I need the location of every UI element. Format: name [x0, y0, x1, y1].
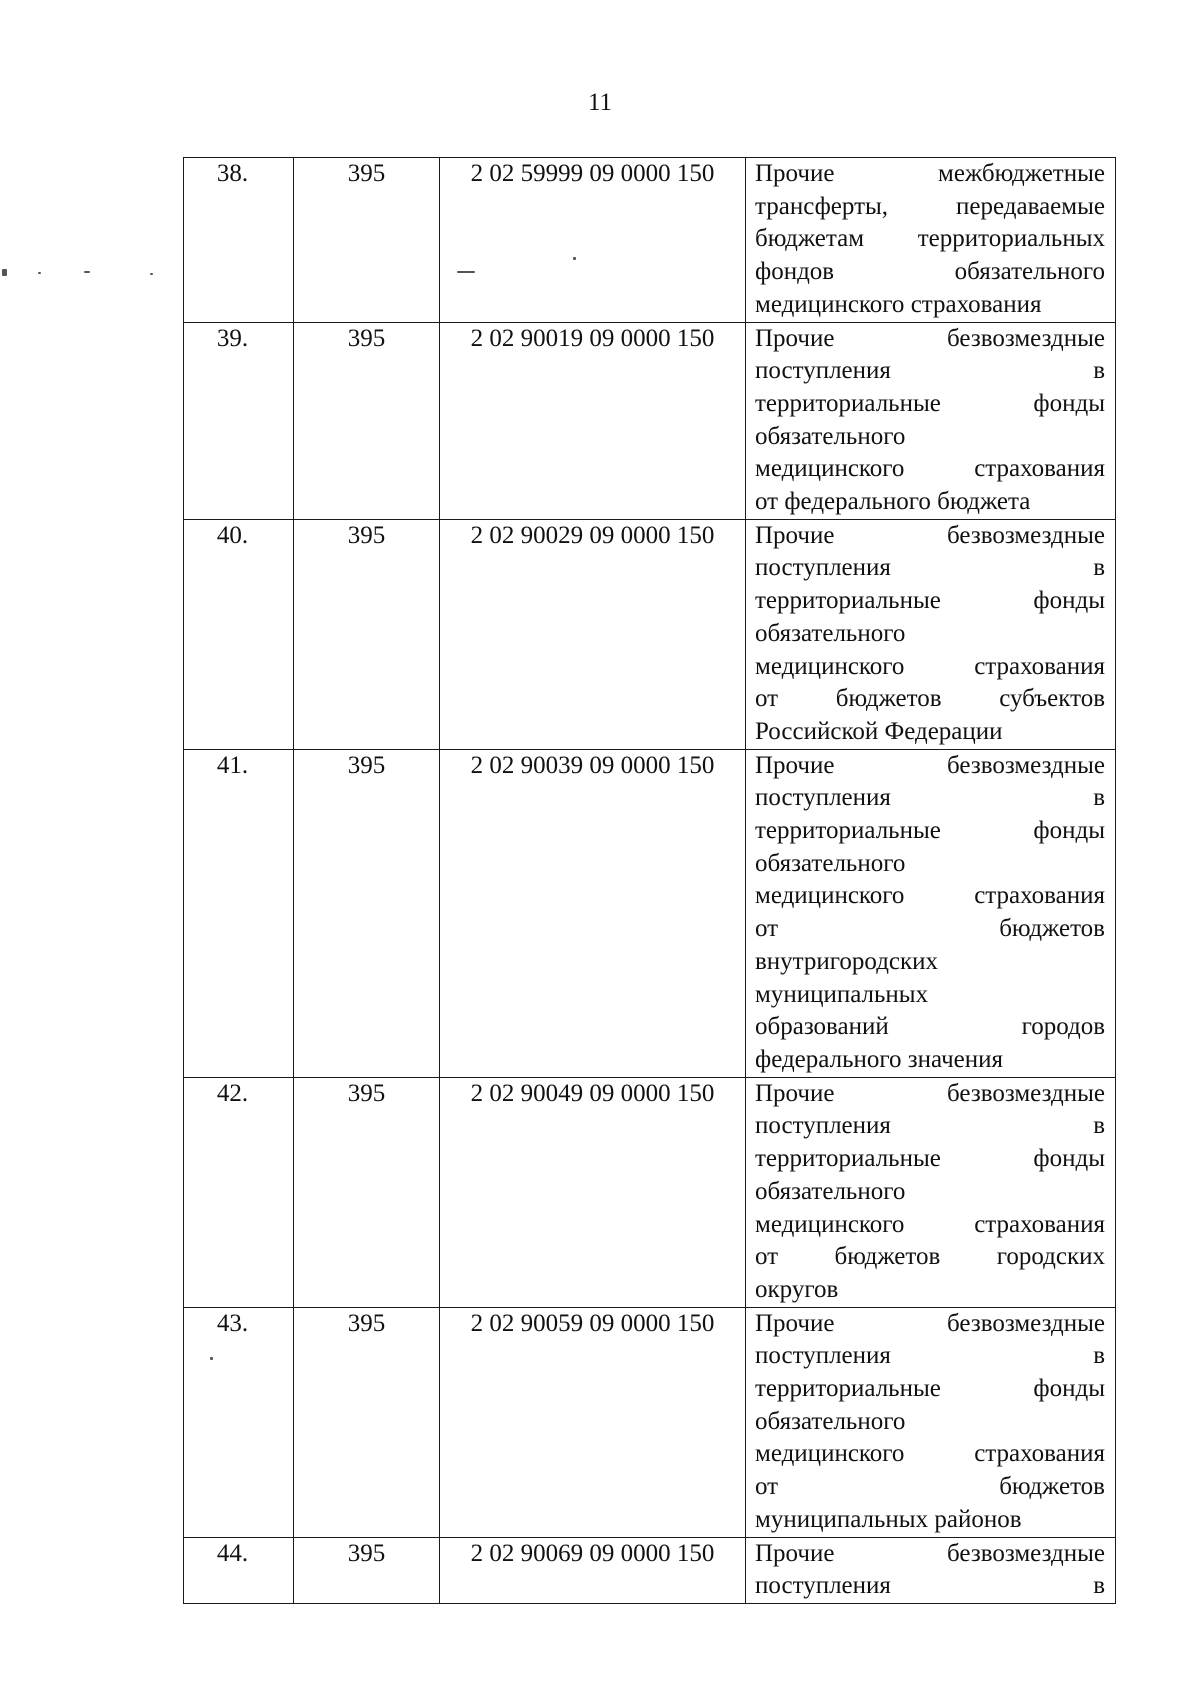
description-word: бюджетам	[755, 225, 865, 253]
budget-code-cell: 2 02 59999 09 0000 150	[440, 158, 746, 323]
description-word: поступления	[755, 1112, 891, 1140]
description-line	[755, 1044, 1105, 1077]
scan-artifact	[150, 273, 153, 275]
description-word: территориальные	[755, 587, 941, 615]
table-row	[184, 749, 1116, 1077]
description-line	[755, 223, 1105, 256]
description-word: городских	[996, 1243, 1105, 1271]
admin-code-cell: 395	[294, 1537, 440, 1603]
budget-code-cell: 2 02 90019 09 0000 150	[440, 322, 746, 519]
description-line	[755, 191, 1105, 224]
description-word: безвозмездные	[947, 521, 1105, 549]
budget-code-cell: 2 02 90039 09 0000 150	[440, 749, 746, 1077]
row-number-cell: 38.	[184, 158, 294, 323]
description-word: территориальных	[917, 225, 1105, 253]
admin-code-cell: 395	[294, 322, 440, 519]
table-row	[184, 322, 1116, 519]
description-line	[755, 1570, 1105, 1603]
description-line	[755, 1274, 1105, 1307]
description-line	[755, 979, 1105, 1012]
admin-code-cell: 395	[294, 519, 440, 749]
table-row	[184, 519, 1116, 749]
description-word: страхования	[974, 1440, 1105, 1468]
description-word: от	[755, 488, 779, 516]
description-word: в	[1093, 1572, 1105, 1600]
description-word: обязательного	[755, 1177, 906, 1205]
description-line	[755, 323, 1105, 356]
description-line	[755, 158, 1105, 191]
description-line	[755, 1241, 1105, 1274]
description-word: бюджетов	[999, 1473, 1105, 1501]
description-word: территориальные	[755, 1145, 941, 1173]
budget-code-cell: 2 02 90049 09 0000 150	[440, 1077, 746, 1307]
description-word: медицинского	[755, 1440, 905, 1468]
description-line	[755, 750, 1105, 783]
description-word: поступления	[755, 554, 891, 582]
description-line	[755, 585, 1105, 618]
description-word: территориальные	[755, 817, 941, 845]
scan-artifact	[38, 272, 41, 274]
budget-code-table	[183, 157, 1116, 1604]
description-line	[755, 1176, 1105, 1209]
description-word: внутригородских	[755, 947, 939, 975]
description-word: городов	[1021, 1013, 1105, 1041]
description-line	[755, 552, 1105, 585]
description-line	[755, 256, 1105, 289]
description-line	[755, 1143, 1105, 1176]
description-word: федерального	[755, 1045, 902, 1073]
description-line	[755, 1373, 1105, 1406]
description-word: страхования	[974, 1210, 1105, 1238]
description-line	[755, 1209, 1105, 1242]
description-word: безвозмездные	[947, 1309, 1105, 1337]
description-word: безвозмездные	[947, 1539, 1105, 1567]
description-word: в	[1093, 784, 1105, 812]
scan-artifact	[457, 271, 475, 273]
description-word: Прочие	[755, 1539, 835, 1567]
table-row	[184, 1307, 1116, 1537]
description-word: страхования	[910, 290, 1042, 318]
description-line	[755, 1308, 1105, 1341]
description-word: обязательного	[755, 1407, 906, 1435]
description-word: Прочие	[755, 1079, 835, 1107]
description-line	[755, 848, 1105, 881]
description-word: страхования	[974, 882, 1105, 910]
description-word: Российской	[755, 717, 879, 745]
description-line	[755, 453, 1105, 486]
description-word: муниципальных	[755, 1505, 929, 1533]
description-line	[755, 1504, 1105, 1537]
description-line	[755, 651, 1105, 684]
row-number-cell: 39.	[184, 322, 294, 519]
scan-artifact	[573, 257, 576, 260]
description-line	[755, 486, 1105, 519]
description-cell	[746, 1537, 1116, 1603]
description-word: бюджетов	[834, 1243, 941, 1271]
description-word: в	[1093, 357, 1105, 385]
row-number-cell: 40.	[184, 519, 294, 749]
description-word: фонды	[1033, 1145, 1105, 1173]
description-word: межбюджетные	[938, 160, 1105, 187]
page-number: 11	[587, 89, 613, 116]
description-word: федерального	[784, 488, 931, 516]
description-word: безвозмездные	[947, 324, 1105, 352]
description-word: территориальные	[755, 389, 941, 417]
description-line	[755, 618, 1105, 651]
row-number-cell: 43.	[184, 1307, 294, 1537]
description-word: обязательного	[755, 619, 906, 647]
description-word: медицинского	[755, 455, 905, 483]
scan-artifact	[84, 271, 90, 273]
description-word: фонды	[1033, 817, 1105, 845]
budget-code-cell: 2 02 90029 09 0000 150	[440, 519, 746, 749]
admin-code-cell: 395	[294, 1077, 440, 1307]
description-line	[755, 355, 1105, 388]
row-number-cell: 44.	[184, 1537, 294, 1603]
description-word: передаваемые	[956, 192, 1105, 220]
description-word: поступления	[755, 784, 891, 812]
description-word: Прочие	[755, 521, 835, 549]
description-line	[755, 913, 1105, 946]
description-word: трансферты,	[755, 192, 889, 220]
table-body	[184, 158, 1116, 1604]
description-line	[755, 1011, 1105, 1044]
description-word: Прочие	[755, 160, 835, 187]
description-line	[755, 1110, 1105, 1143]
description-line	[755, 683, 1105, 716]
admin-code-cell: 395	[294, 1307, 440, 1537]
description-word: безвозмездные	[947, 1079, 1105, 1107]
description-line	[755, 716, 1105, 749]
budget-code-cell: 2 02 90059 09 0000 150	[440, 1307, 746, 1537]
description-word: Прочие	[755, 1309, 835, 1337]
table-row	[184, 1537, 1116, 1603]
description-cell	[746, 1307, 1116, 1537]
description-word: муниципальных	[755, 980, 929, 1008]
description-word: округов	[755, 1275, 839, 1303]
description-word: значения	[907, 1045, 1004, 1073]
description-line	[755, 289, 1105, 322]
description-word: районов	[934, 1505, 1022, 1533]
description-word: субъектов	[999, 685, 1105, 713]
description-line	[755, 1078, 1105, 1111]
description-word: в	[1093, 554, 1105, 582]
description-cell	[746, 519, 1116, 749]
description-cell	[746, 158, 1116, 323]
description-word: от	[755, 1473, 779, 1501]
description-line	[755, 1438, 1105, 1471]
description-line	[755, 388, 1105, 421]
description-word: безвозмездные	[947, 751, 1105, 779]
description-word: от	[755, 685, 779, 713]
description-line	[755, 946, 1105, 979]
description-word: обязательного	[755, 849, 906, 877]
description-cell	[746, 1077, 1116, 1307]
description-word: Прочие	[755, 324, 835, 352]
description-line	[755, 1406, 1105, 1439]
admin-code-cell: 395	[294, 158, 440, 323]
description-word: Федерации	[884, 717, 1003, 745]
description-word: бюджетов	[835, 685, 942, 713]
description-word: медицинского	[755, 652, 905, 680]
description-line	[755, 1471, 1105, 1504]
description-word: Прочие	[755, 751, 835, 779]
description-cell	[746, 749, 1116, 1077]
description-word: от	[755, 1243, 779, 1271]
description-cell	[746, 322, 1116, 519]
row-number-cell: 41.	[184, 749, 294, 1077]
description-word: медицинского	[755, 882, 905, 910]
description-word: обязательного	[755, 422, 906, 450]
description-word: образований	[755, 1013, 889, 1041]
description-word: поступления	[755, 1572, 891, 1600]
scan-artifact	[2, 269, 7, 276]
description-word: от	[755, 915, 779, 943]
description-line	[755, 1538, 1105, 1571]
description-line	[755, 520, 1105, 553]
description-line	[755, 1340, 1105, 1373]
description-line	[755, 782, 1105, 815]
description-word: медицинского	[755, 1210, 905, 1238]
description-word: медицинского	[755, 290, 905, 318]
table-row	[184, 158, 1116, 323]
description-word: в	[1093, 1342, 1105, 1370]
description-word: фонды	[1033, 1375, 1105, 1403]
description-word: территориальные	[755, 1375, 941, 1403]
budget-code-cell: 2 02 90069 09 0000 150	[440, 1537, 746, 1603]
description-line	[755, 815, 1105, 848]
row-number-cell: 42.	[184, 1077, 294, 1307]
scan-artifact	[210, 1357, 213, 1360]
description-word: фонды	[1033, 587, 1105, 615]
description-word: в	[1093, 1112, 1105, 1140]
table-row	[184, 1077, 1116, 1307]
description-word: страхования	[974, 652, 1105, 680]
description-word: бюджета	[937, 488, 1031, 516]
description-word: страхования	[974, 455, 1105, 483]
description-line	[755, 421, 1105, 454]
description-word: поступления	[755, 1342, 891, 1370]
description-word: обязательного	[954, 258, 1105, 286]
description-word: фонды	[1033, 389, 1105, 417]
admin-code-cell: 395	[294, 749, 440, 1077]
description-word: фондов	[755, 258, 835, 286]
description-line	[755, 880, 1105, 913]
description-word: бюджетов	[999, 915, 1105, 943]
description-word: поступления	[755, 357, 891, 385]
